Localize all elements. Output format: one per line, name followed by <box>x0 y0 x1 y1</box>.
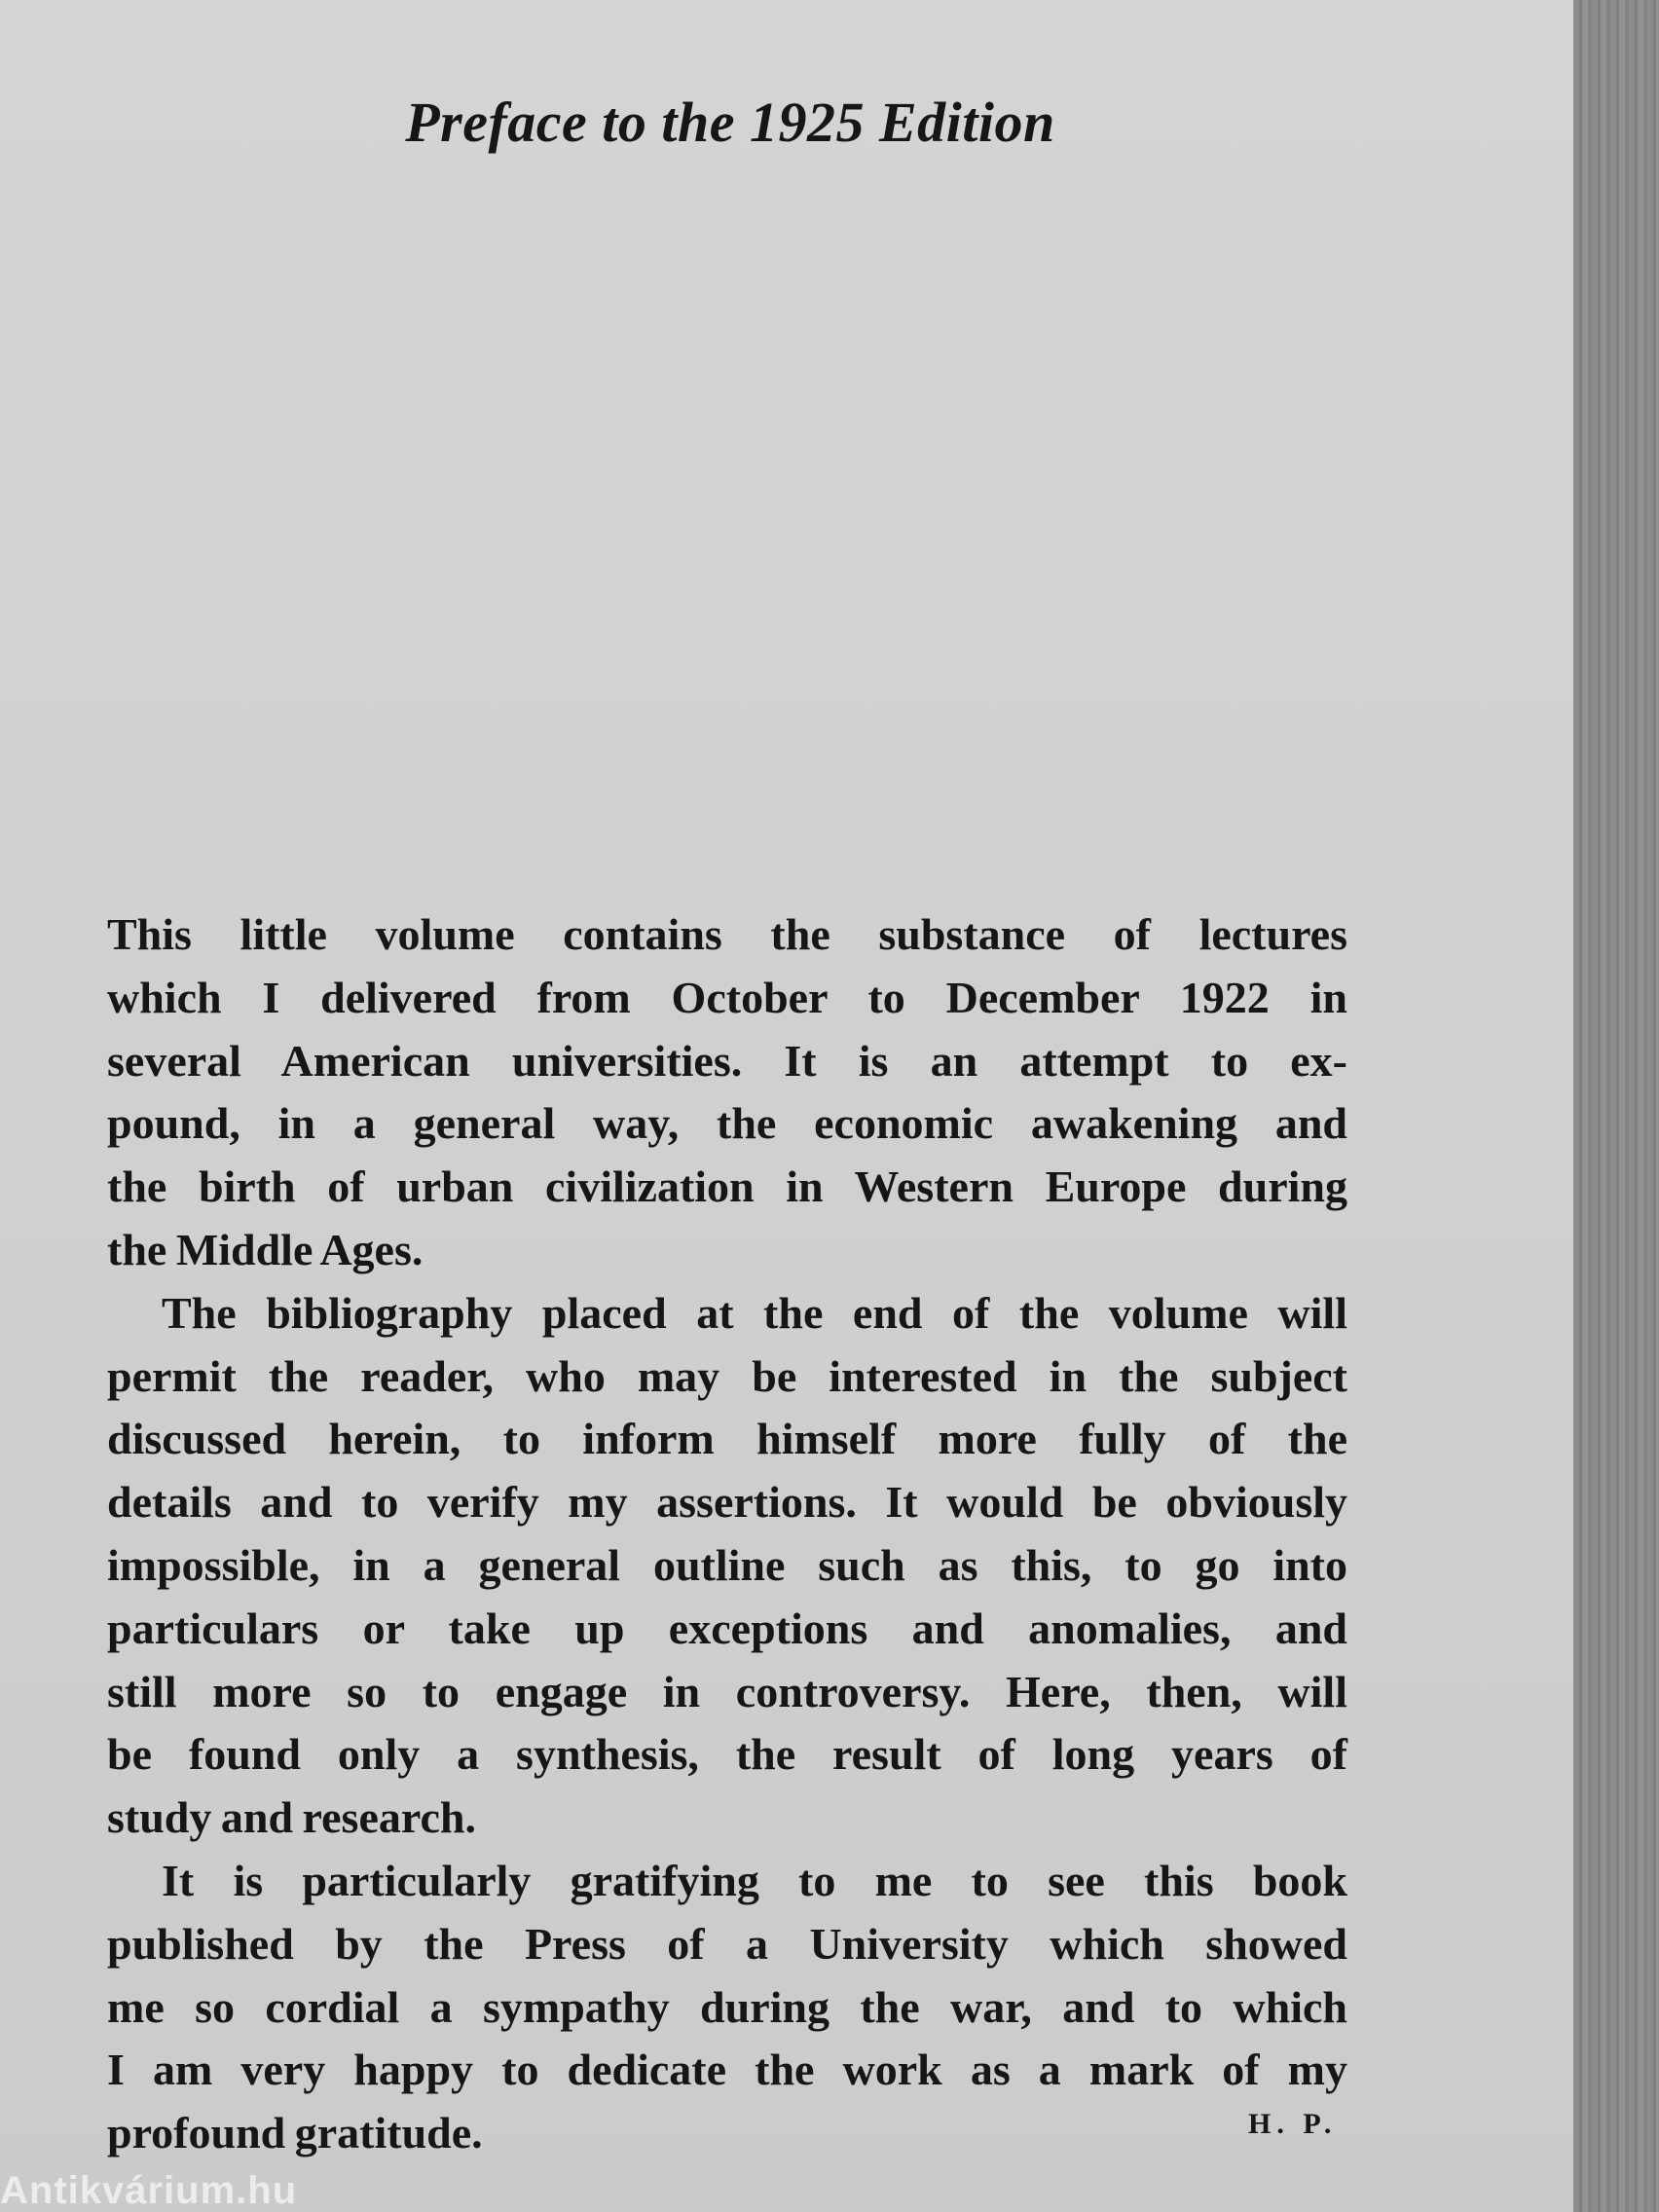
text-line: still more so to engage in controversy. Here, then, will <box>107 1666 1347 1716</box>
text-line: The bibliography placed at the end of the volume will <box>162 1287 1347 1338</box>
preface-body <box>107 903 1347 2165</box>
text-line: study and research. <box>107 1792 476 1843</box>
text-line: It is particularly gratifying to me to see this book <box>162 1855 1347 1905</box>
text-line: I am very happy to dedicate the work as a mark of my <box>107 2045 1347 2095</box>
text-line: published by the Press of a University which showed <box>107 1918 1347 1969</box>
text-line: the birth of urban civilization in Western Europe during <box>107 1161 1347 1212</box>
text-line: the Middle Ages. <box>107 1224 424 1274</box>
text-line: discussed herein, to inform himself more fully of the <box>107 1414 1347 1464</box>
text-line: be found only a synthesis, the result of long years of <box>107 1729 1347 1780</box>
text-line: pound, in a general way, the economic awakening and <box>107 1098 1347 1149</box>
paragraph <box>107 1282 1347 1850</box>
text-line: several American universities. It is an attempt to ex- <box>107 1035 1347 1086</box>
text-line: This little volume contains the substance of lectures <box>107 909 1347 959</box>
page-title: Preface to the 1925 Edition <box>405 91 1055 154</box>
watermark: Antikvárium.hu <box>0 2169 298 2212</box>
text-line: details and to verify my assertions. It would be obviously <box>107 1477 1347 1528</box>
text-line: permit the reader, who may be interested in the subject <box>107 1350 1347 1401</box>
signature: H. P. <box>1248 2108 1338 2140</box>
paragraph <box>107 1850 1347 2165</box>
text-line: me so cordial a sympathy during the war, and to which <box>107 1981 1347 2032</box>
paragraph <box>107 903 1347 1282</box>
page-edge <box>1573 0 1659 2212</box>
text-line: particulars or take up exceptions and anomalies, and <box>107 1603 1347 1653</box>
text-line: impossible, in a general outline such as this, to go into <box>107 1539 1347 1590</box>
text-line: profound gratitude. <box>107 2108 483 2158</box>
text-line: which I delivered from October to December 1922 in <box>107 972 1347 1022</box>
